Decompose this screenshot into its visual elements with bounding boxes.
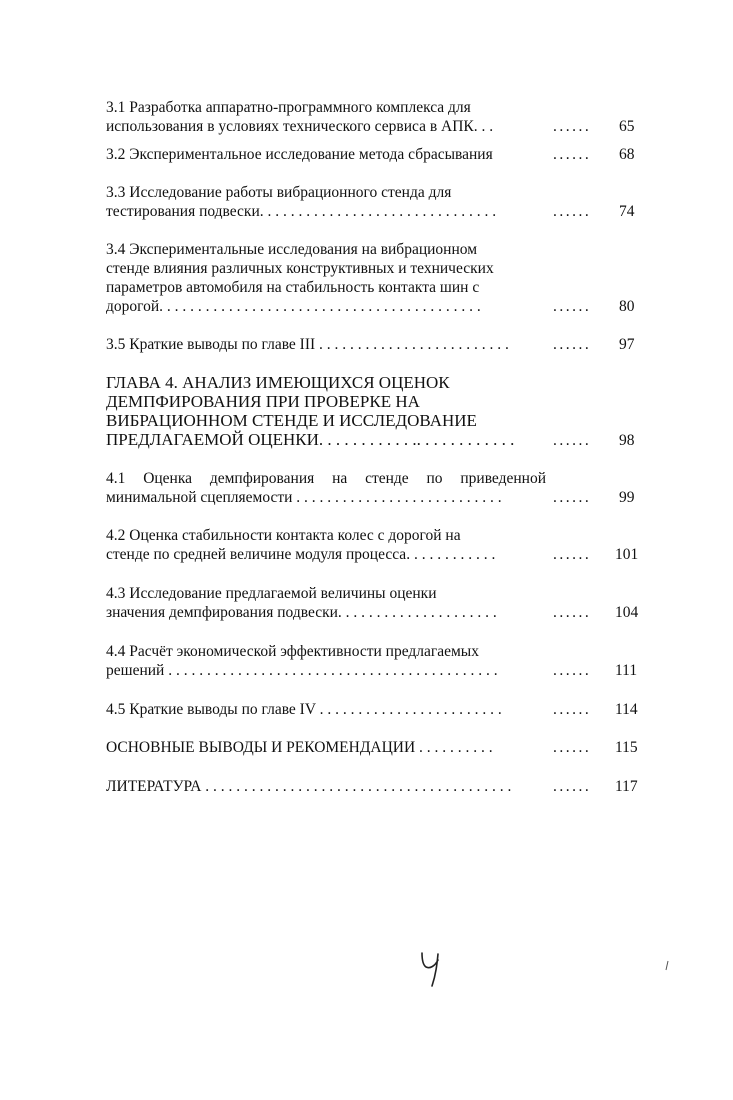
toc-entry-line: стенде влияния различных конструктивных и технических (106, 260, 494, 277)
toc-leader: ...... (553, 778, 592, 795)
toc-entry-line: ВИБРАЦИОННОМ СТЕНДЕ И ИССЛЕДОВАНИЕ (106, 411, 477, 430)
toc-entry-line: 4.2 Оценка стабильности контакта колес с дорогой на (106, 527, 461, 544)
toc-leader: ...... (553, 701, 592, 718)
toc-entry-3-4 (106, 240, 546, 316)
toc-entry-line: 4.4 Расчёт экономической эффективности предлагаемых (106, 643, 479, 660)
toc-page-number: 68 (619, 146, 635, 163)
toc-entry-3-3 (106, 183, 546, 221)
toc-entry-4-3 (106, 584, 546, 622)
toc-entry-4-1 (106, 469, 546, 507)
toc-entry-line: 4.5 Краткие выводы по главе IV . . . . . . . . . . . . . . . . . . . . . . . . (106, 701, 502, 718)
toc-entry-4-5 (106, 700, 546, 719)
toc-leader: ...... (553, 662, 592, 679)
toc-entry-line: параметров автомобиля на стабильность контакта шин с (106, 279, 480, 296)
toc-entry-line: дорогой. . . . . . . . . . . . . . . . . . . . . . . . . . . . . . . . . . . . . . . . . . (106, 298, 481, 315)
toc-entry-4-2 (106, 526, 546, 564)
toc-leader: ...... (553, 739, 592, 756)
toc-references (106, 777, 546, 796)
toc-page-number: 74 (619, 203, 635, 220)
toc-leader: ...... (553, 336, 592, 353)
toc-entry-line: 3.4 Экспериментальные исследования на вибрационном (106, 241, 478, 258)
toc-entry-line: решений . . . . . . . . . . . . . . . . . . . . . . . . . . . . . . . . . . . . . . . . . . . (106, 662, 498, 679)
toc-entry-line: ГЛАВА 4. АНАЛИЗ ИМЕЮЩИХСЯ ОЦЕНОК (106, 373, 450, 392)
toc-page-number: 101 (615, 546, 639, 563)
toc-entry-line: 3.1 Разработка аппаратно-программного комплекса для (106, 99, 471, 116)
toc-entry-3-2 (106, 145, 546, 164)
toc-entry-line: 3.3 Исследование работы вибрационного стенда для (106, 184, 452, 201)
handwritten-four-icon (418, 950, 444, 988)
handwritten-page-number (418, 950, 444, 997)
toc-leader: ...... (553, 118, 592, 135)
toc-page-number: 80 (619, 298, 635, 315)
toc-conclusions (106, 738, 556, 757)
toc-entry-line: тестирования подвески. . . . . . . . . . . . . . . . . . . . . . . . . . . . . . . (106, 203, 497, 220)
toc-leader: ...... (553, 604, 592, 621)
toc-entry-line: ЛИТЕРАТУРА . . . . . . . . . . . . . . . . . . . . . . . . . . . . . . . . . . . . . . . . (106, 778, 512, 795)
toc-page-number: 104 (615, 604, 639, 621)
toc-leader: ...... (553, 489, 592, 506)
toc-leader: ...... (553, 203, 592, 220)
toc-entry-line: значения демпфирования подвески. . . . . . . . . . . . . . . . . . . . . (106, 604, 497, 621)
toc-entry-line: минимальной сцепляемости . . . . . . . . . . . . . . . . . . . . . . . . . . . (106, 489, 502, 506)
stray-mark-icon (664, 960, 670, 972)
toc-entry-line: 3.2 Экспериментальное исследование метода сбрасывания (106, 146, 493, 163)
toc-page-number: 111 (615, 662, 638, 679)
toc-entry-3-5 (106, 335, 546, 354)
toc-leader: ...... (553, 146, 592, 163)
toc-entry-4-4 (106, 642, 546, 680)
toc-entry-line: стенде по средней величине модуля процесса. . . . . . . . . . . . (106, 546, 496, 563)
toc-entry-line: 4.1 Оценка демпфирования на стенде по приведенной (106, 470, 546, 487)
toc-leader: ...... (553, 546, 592, 563)
toc-page-number: 98 (619, 432, 635, 449)
toc-entry-line: 4.3 Исследование предлагаемой величины оценки (106, 585, 437, 602)
toc-page-number: 65 (619, 118, 635, 135)
toc-entry-line: 3.5 Краткие выводы по главе III . . . . . . . . . . . . . . . . . . . . . . . . . (106, 336, 509, 353)
toc-entry-line: ОСНОВНЫЕ ВЫВОДЫ И РЕКОМЕНДАЦИИ . . . . . . . . . . (106, 739, 493, 756)
toc-leader: ...... (553, 432, 592, 449)
toc-entry-3-1 (106, 98, 546, 136)
toc-leader: ...... (553, 298, 592, 315)
toc-page-number: 97 (619, 336, 635, 353)
toc-entry-line: использования в условиях технического сервиса в АПК. . . (106, 118, 494, 135)
toc-entry-line: ДЕМПФИРОВАНИЯ ПРИ ПРОВЕРКЕ НА (106, 392, 420, 411)
toc-chapter-4 (106, 373, 556, 449)
toc-page-number: 114 (615, 701, 638, 718)
toc-page-number: 115 (615, 739, 638, 756)
toc-entry-line: ПРЕДЛАГАЕМОЙ ОЦЕНКИ. . . . . . . . . . . .. . . . . . . . . . . . (106, 430, 515, 449)
toc-page-number: 99 (619, 489, 635, 506)
toc-page-number: 117 (615, 778, 638, 795)
